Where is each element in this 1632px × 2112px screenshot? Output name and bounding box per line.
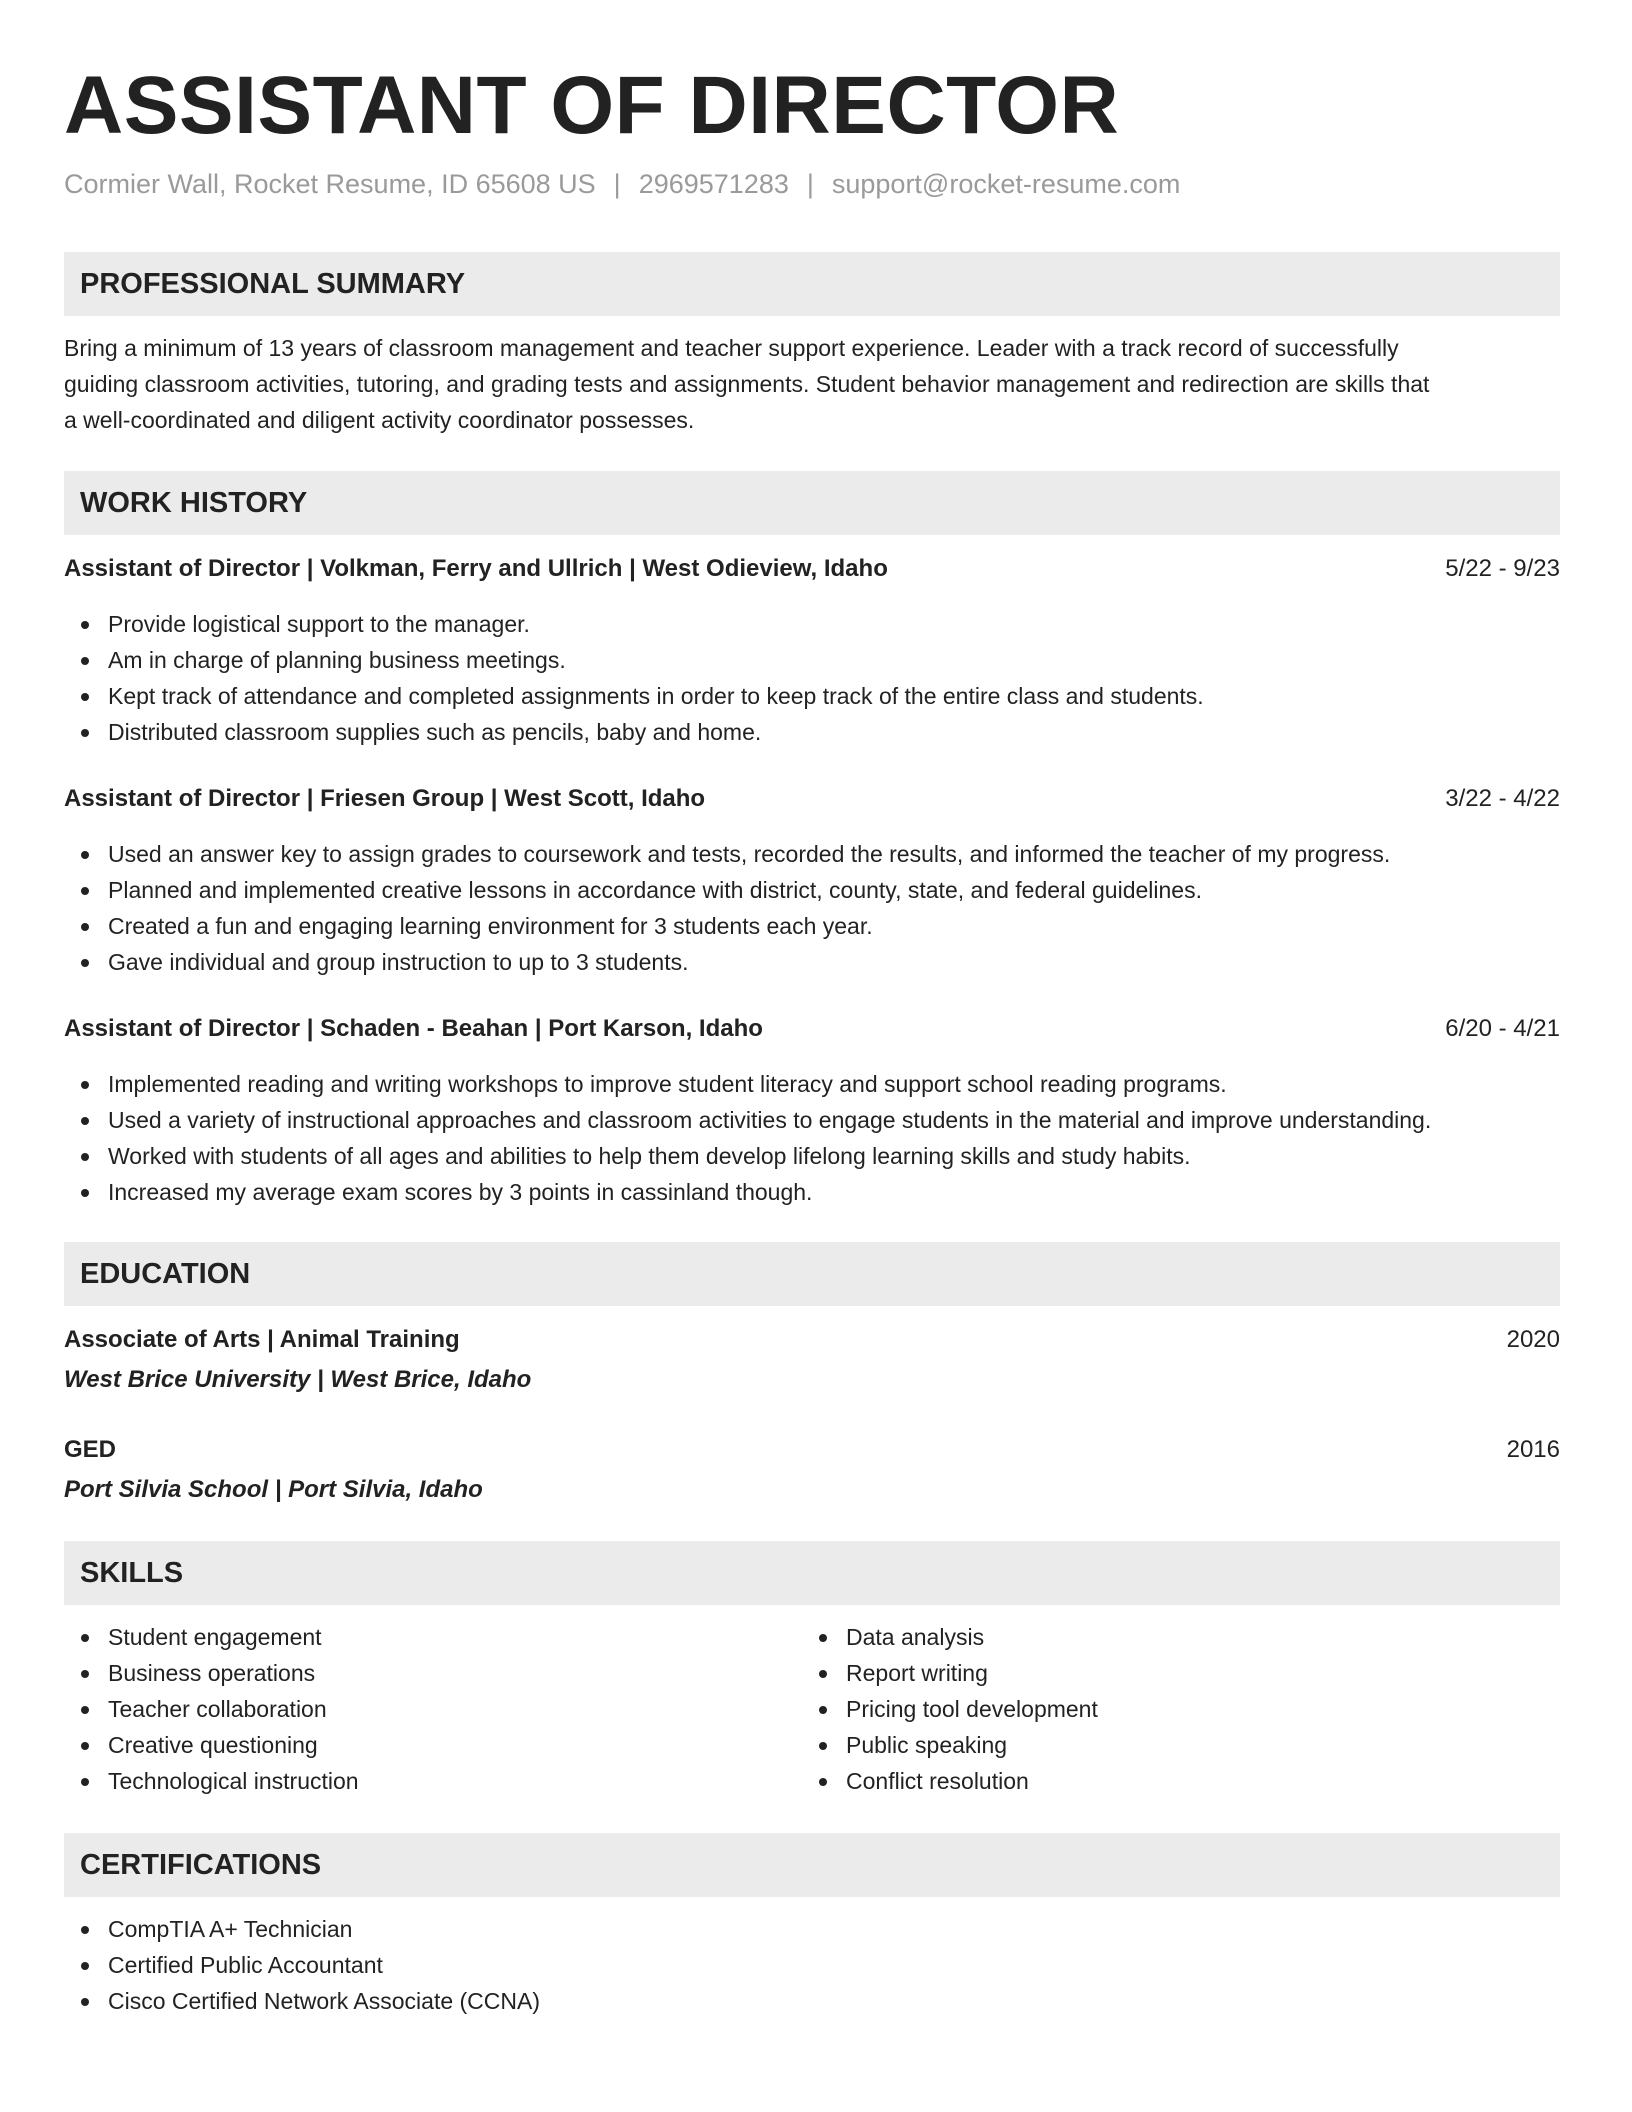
skill-item: Creative questioning bbox=[64, 1727, 1560, 1763]
section-heading-work-history: WORK HISTORY bbox=[64, 471, 1560, 535]
job-bullet: Distributed classroom supplies such as pencils, baby and home. bbox=[64, 714, 1560, 750]
summary-line: Bring a minimum of 13 years of classroom management and teacher support experience. Leader with a track record of successfully bbox=[64, 335, 1399, 361]
education-year: 2020 bbox=[1506, 1326, 1560, 1353]
section-heading-certifications: CERTIFICATIONS bbox=[64, 1833, 1560, 1897]
job-header bbox=[64, 551, 1560, 587]
job-header bbox=[64, 781, 1560, 817]
job-bullet: Planned and implemented creative lessons in accordance with district, county, state, and federal guidelines. bbox=[64, 872, 1560, 908]
job-bullet: Increased my average exam scores by 3 points in cassinland though. bbox=[64, 1174, 1560, 1210]
job-bullet: Created a fun and engaging learning environment for 3 students each year. bbox=[64, 908, 1560, 944]
summary-line: guiding classroom activities, tutoring, and grading tests and assignments. Student behavior management and redirection are skills that bbox=[64, 371, 1430, 397]
skill-item: Report writing bbox=[802, 1655, 1632, 1691]
education-degree: GED bbox=[64, 1436, 117, 1463]
skills-list-right bbox=[802, 1619, 1632, 1799]
contact-separator: | bbox=[806, 169, 814, 199]
job-bullet: Kept track of attendance and completed assignments in order to keep track of the entire class and students. bbox=[64, 678, 1560, 714]
education-degree: Associate of Arts | Animal Training bbox=[64, 1326, 460, 1353]
job-bullets bbox=[64, 1066, 1560, 1210]
job-bullet: Used a variety of instructional approaches and classroom activities to engage students in the material and improve understanding. bbox=[64, 1102, 1560, 1138]
skill-item: Technological instruction bbox=[64, 1763, 1560, 1799]
job-bullet: Worked with students of all ages and abilities to help them develop lifelong learning skills and study habits. bbox=[64, 1138, 1560, 1174]
job-title: Assistant of Director | Friesen Group | West Scott, Idaho bbox=[64, 785, 706, 812]
certification-item: Cisco Certified Network Associate (CCNA) bbox=[64, 1983, 1560, 2019]
skill-item: Public speaking bbox=[802, 1727, 1632, 1763]
job-dates: 5/22 - 9/23 bbox=[1445, 555, 1560, 582]
section-heading-skills: SKILLS bbox=[64, 1541, 1560, 1605]
contact-address: Cormier Wall, Rocket Resume, ID 65608 US bbox=[64, 169, 596, 199]
certifications-list bbox=[64, 1911, 1560, 2019]
job-title: Assistant of Director | Volkman, Ferry and Ullrich | West Odieview, Idaho bbox=[64, 555, 888, 582]
skill-item: Pricing tool development bbox=[802, 1691, 1632, 1727]
skill-item: Business operations bbox=[64, 1655, 1560, 1691]
job-bullet: Implemented reading and writing workshops to improve student literacy and support school reading programs. bbox=[64, 1066, 1560, 1102]
education-header bbox=[64, 1322, 1560, 1358]
section-heading-summary: PROFESSIONAL SUMMARY bbox=[64, 252, 1560, 316]
certification-item: CompTIA A+ Technician bbox=[64, 1911, 1560, 1947]
job-dates: 6/20 - 4/21 bbox=[1445, 1015, 1560, 1042]
job-bullet: Gave individual and group instruction to up to 3 students. bbox=[64, 944, 1560, 980]
skill-item: Data analysis bbox=[802, 1619, 1632, 1655]
job-title: Assistant of Director | Schaden - Beahan | Port Karson, Idaho bbox=[64, 1015, 763, 1042]
summary-line: a well-coordinated and diligent activity coordinator possesses. bbox=[64, 407, 695, 433]
job-bullets bbox=[64, 606, 1560, 750]
education-year: 2016 bbox=[1506, 1436, 1560, 1463]
skill-item: Teacher collaboration bbox=[64, 1691, 1560, 1727]
job-dates: 3/22 - 4/22 bbox=[1445, 785, 1560, 812]
summary-text bbox=[64, 330, 1560, 438]
contact-line bbox=[64, 166, 1180, 202]
skill-item: Student engagement bbox=[64, 1619, 1560, 1655]
job-bullet: Provide logistical support to the manager. bbox=[64, 606, 1560, 642]
job-bullet: Am in charge of planning business meetings. bbox=[64, 642, 1560, 678]
education-school: Port Silvia School | Port Silvia, Idaho bbox=[64, 1476, 483, 1503]
contact-phone: 2969571283 bbox=[638, 169, 789, 199]
job-bullet: Used an answer key to assign grades to coursework and tests, recorded the results, and informed the teacher of my progress. bbox=[64, 836, 1560, 872]
resume-title: ASSISTANT OF DIRECTOR bbox=[64, 60, 1120, 151]
job-header bbox=[64, 1011, 1560, 1047]
education-header bbox=[64, 1432, 1560, 1468]
certification-item: Certified Public Accountant bbox=[64, 1947, 1560, 1983]
section-heading-education: EDUCATION bbox=[64, 1242, 1560, 1306]
skill-item: Conflict resolution bbox=[802, 1763, 1632, 1799]
contact-separator: | bbox=[613, 169, 621, 199]
contact-email: support@rocket-resume.com bbox=[831, 169, 1181, 199]
job-bullets bbox=[64, 836, 1560, 980]
education-school: West Brice University | West Brice, Idaho bbox=[64, 1366, 532, 1393]
